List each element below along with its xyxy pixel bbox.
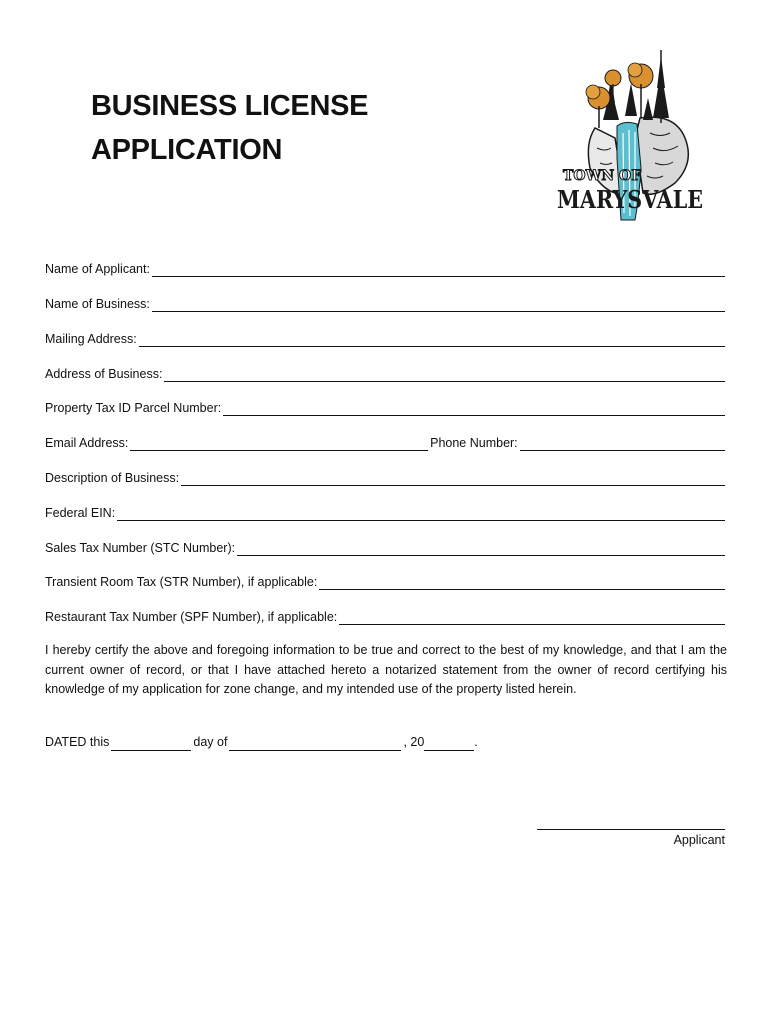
transient-room-tax-label: Transient Room Tax (STR Number), if applicable: <box>45 575 318 589</box>
property-tax-id-label: Property Tax ID Parcel Number: <box>45 401 222 415</box>
description-label: Description of Business: <box>45 471 180 485</box>
sales-tax-label: Sales Tax Number (STC Number): <box>45 541 236 555</box>
mailing-address-field[interactable] <box>45 329 725 347</box>
federal-ein-field[interactable] <box>45 503 725 521</box>
logo-text-marysvale: MARYSVALE <box>557 185 703 214</box>
business-name-field[interactable] <box>45 294 725 312</box>
signature-label: Applicant <box>673 833 725 847</box>
logo-text-town-of: TOWN OF <box>563 168 642 184</box>
property-tax-id-field[interactable] <box>45 398 725 416</box>
dated-prefix: DATED this <box>45 735 110 749</box>
applicant-name-label: Name of Applicant: <box>45 262 150 276</box>
restaurant-tax-field[interactable] <box>45 607 725 625</box>
signature-line[interactable] <box>537 829 725 830</box>
description-line[interactable] <box>181 473 725 486</box>
sales-tax-line[interactable] <box>237 543 725 556</box>
dated-month-blank[interactable] <box>229 738 401 751</box>
business-name-label: Name of Business: <box>45 297 150 311</box>
email-label: Email Address: <box>45 436 129 450</box>
business-address-field[interactable] <box>45 364 725 382</box>
mailing-address-line[interactable] <box>139 334 725 347</box>
email-line[interactable] <box>130 438 428 451</box>
applicant-name-field[interactable] <box>45 259 725 277</box>
restaurant-tax-line[interactable] <box>339 612 725 625</box>
page-title <box>91 84 368 172</box>
applicant-name-line[interactable] <box>152 264 725 277</box>
dated-year-blank[interactable] <box>424 738 474 751</box>
dated-line <box>45 733 478 751</box>
description-field[interactable] <box>45 468 725 486</box>
business-address-label: Address of Business: <box>45 367 163 381</box>
sales-tax-field[interactable] <box>45 538 725 556</box>
phone-line[interactable] <box>520 438 725 451</box>
federal-ein-line[interactable] <box>117 508 725 521</box>
dated-day-blank[interactable] <box>111 738 191 751</box>
transient-room-tax-line[interactable] <box>319 577 725 590</box>
email-phone-field[interactable] <box>45 433 725 451</box>
certification-paragraph: I hereby certify the above and foregoing information to be true and correct to the best of my knowledge, and that I am the current owner of record, or that I have attached hereto a notarized statement from the owner of record certifying his knowledge of my application for zone change, and my intended use of the property listed herein. <box>45 643 727 696</box>
dated-year-prefix: , 20 <box>403 735 425 749</box>
business-address-line[interactable] <box>164 369 725 382</box>
mailing-address-label: Mailing Address: <box>45 332 137 346</box>
dated-day-of: day of <box>193 735 228 749</box>
federal-ein-label: Federal EIN: <box>45 506 116 520</box>
dated-end: . <box>474 735 478 749</box>
transient-room-tax-field[interactable] <box>45 572 725 590</box>
business-name-line[interactable] <box>152 299 725 312</box>
title-line-1: BUSINESS LICENSE <box>91 90 369 122</box>
property-tax-id-line[interactable] <box>223 403 725 416</box>
restaurant-tax-label: Restaurant Tax Number (SPF Number), if applicable: <box>45 610 338 624</box>
town-of-marysvale-logo <box>555 48 707 226</box>
title-line-2: APPLICATION <box>91 134 283 166</box>
phone-label: Phone Number: <box>430 436 518 450</box>
